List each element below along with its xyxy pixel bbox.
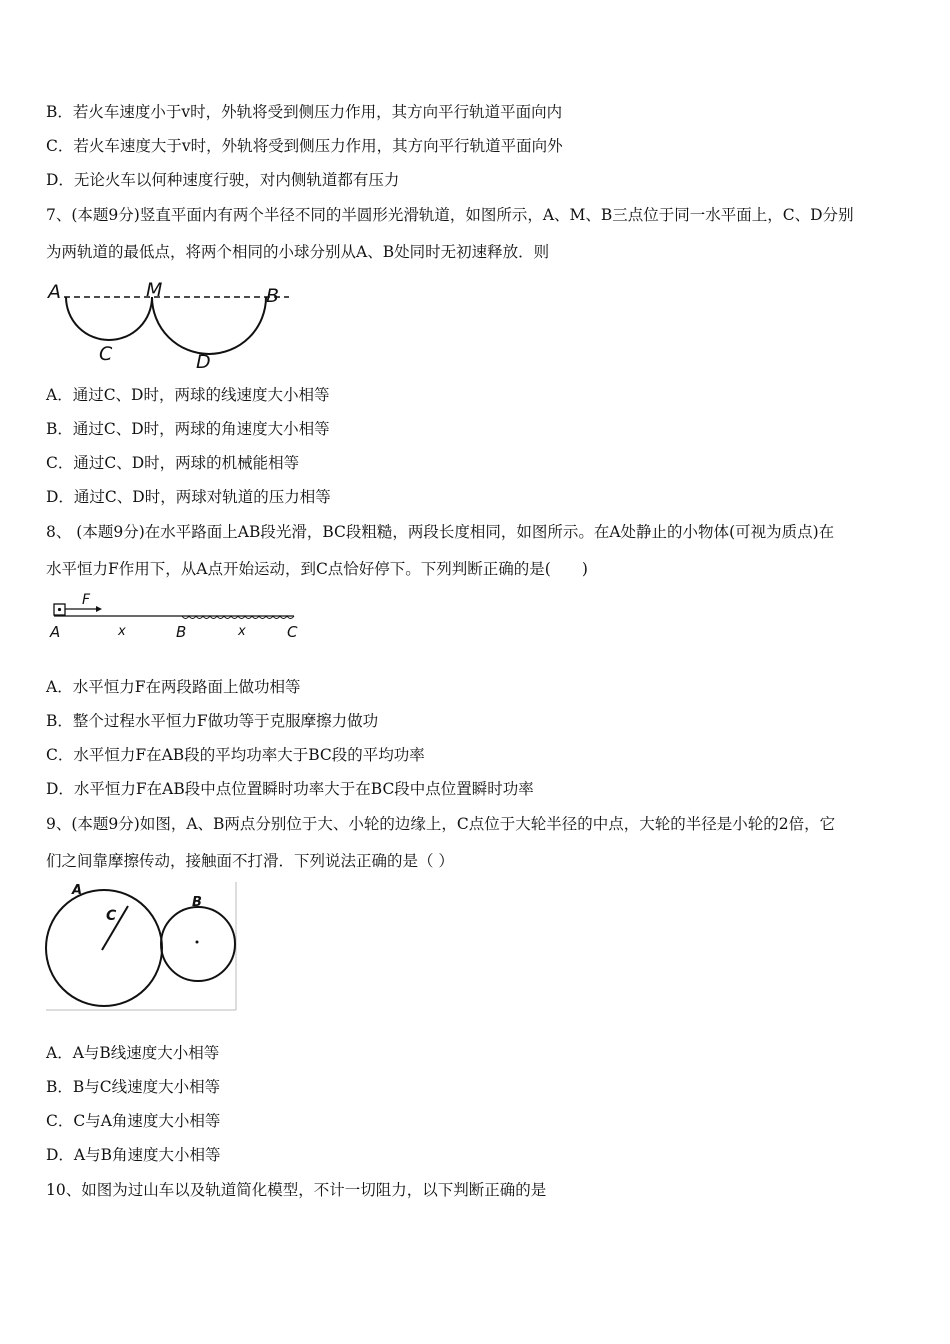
q8-option-a: A．水平恒力F在两段路面上做功相等 xyxy=(46,678,301,696)
q7-option-d: D．通过C、D时，两球对轨道的压力相等 xyxy=(46,488,331,506)
q7-stem-line2: 为两轨道的最低点，将两个相同的小球分别从A、B处同时无初速释放．则 xyxy=(46,243,550,261)
q7-option-c: C．通过C、D时，两球的机械能相等 xyxy=(46,454,300,472)
q6-option-b: B．若火车速度小于v时，外轨将受到侧压力作用，其方向平行轨道平面向内 xyxy=(46,103,563,121)
q9-option-a: A．A与B线速度大小相等 xyxy=(46,1044,220,1062)
q10-stem: 10、如图为过山车以及轨道简化模型，不计一切阻力，以下判断正确的是 xyxy=(46,1181,547,1199)
q8-stem-line1: 8、 (本题9分)在水平路面上AB段光滑，BC段粗糙，两段长度相同，如图所示。在A处静止的小物体(可视为质点)在 xyxy=(46,523,835,541)
q6-option-d: D．无论火车以何种速度行驶，对内侧轨道都有压力 xyxy=(46,171,400,189)
q9-option-b: B．B与C线速度大小相等 xyxy=(46,1078,221,1096)
q8-option-d: D．水平恒力F在AB段中点位置瞬时功率大于在BC段中点位置瞬时功率 xyxy=(46,780,534,798)
q8-label-b: B xyxy=(176,623,187,641)
q7-label-a: A xyxy=(48,281,61,303)
q7-option-b: B．通过C、D时，两球的角速度大小相等 xyxy=(46,420,330,438)
q8-option-b: B．整个过程水平恒力F做功等于克服摩擦力做功 xyxy=(46,712,379,730)
q7-option-a: A．通过C、D时，两球的线速度大小相等 xyxy=(46,386,330,404)
q7-stem-line1: 7、(本题9分)竖直平面内有两个半径不同的半圆形光滑轨道，如图所示，A、M、B三点位于同一水平面上，C、D分别 xyxy=(46,206,854,224)
q8-label-a: A xyxy=(50,623,61,641)
q9-label-a: A xyxy=(72,883,83,898)
q7-track-figure xyxy=(44,276,294,376)
q6-option-c: C．若火车速度大于v时，外轨将受到侧压力作用，其方向平行轨道平面向外 xyxy=(46,137,563,155)
q9-stem-line1: 9、(本题9分)如图，A、B两点分别位于大、小轮的边缘上，C点位于大轮半径的中点，大轮的半径是小轮的2倍，它 xyxy=(46,815,836,833)
q8-stem-line2: 水平恒力F作用下，从A点开始运动，到C点恰好停下。下列判断正确的是( ) xyxy=(46,560,588,578)
q8-option-c: C．水平恒力F在AB段的平均功率大于BC段的平均功率 xyxy=(46,746,425,764)
q9-wheels-figure xyxy=(44,880,240,1012)
q8-label-f: F xyxy=(82,592,91,608)
q8-road-figure xyxy=(44,590,304,642)
q7-label-m: M xyxy=(146,279,163,301)
q9-label-c: C xyxy=(106,908,117,924)
q8-label-x2: x xyxy=(238,624,246,639)
q7-label-c: C xyxy=(99,343,113,365)
q9-option-d: D．A与B角速度大小相等 xyxy=(46,1146,221,1164)
q8-label-x1: x xyxy=(118,624,126,639)
q7-label-b: B xyxy=(266,285,280,307)
q8-label-c: C xyxy=(287,623,298,641)
q9-stem-line2: 们之间靠摩擦传动，接触面不打滑．下列说法正确的是（ ） xyxy=(46,852,454,870)
q9-label-b: B xyxy=(192,895,202,910)
q7-label-d: D xyxy=(196,351,211,373)
q9-option-c: C．C与A角速度大小相等 xyxy=(46,1112,221,1130)
